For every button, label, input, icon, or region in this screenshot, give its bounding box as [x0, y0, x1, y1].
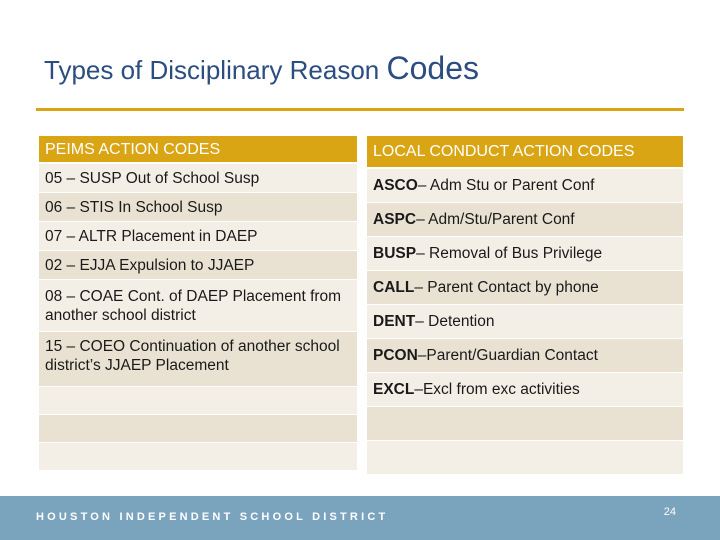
- action-code: EXCL: [373, 381, 415, 398]
- action-code: CALL: [373, 279, 415, 296]
- table-row: [367, 407, 683, 441]
- local-table-header: LOCAL CONDUCT ACTION CODES: [367, 136, 683, 169]
- table-row: [39, 387, 357, 415]
- table-row: [39, 443, 357, 471]
- title-main: Types of Disciplinary Reason: [44, 55, 387, 85]
- table-row: [367, 339, 683, 373]
- action-description: – Parent Contact by phone: [414, 279, 599, 296]
- table-row: 05 – SUSP Out of School Susp: [39, 164, 357, 193]
- page-number: 24: [663, 506, 676, 518]
- peims-table-header: PEIMS ACTION CODES: [39, 136, 357, 164]
- table-row: 06 – STIS In School Susp: [39, 193, 357, 222]
- table-row: [39, 415, 357, 443]
- table-row: [367, 203, 683, 237]
- table-row: [367, 271, 683, 305]
- action-code: PCON: [373, 347, 418, 364]
- footer-bar: [0, 496, 720, 540]
- table-row: 08 – COAE Cont. of DAEP Placement from another school district: [39, 280, 357, 332]
- action-description: – Removal of Bus Privilege: [416, 245, 603, 262]
- title-emphasis: Codes: [386, 50, 479, 86]
- page-title: [44, 50, 479, 87]
- action-code: ASCO: [373, 177, 418, 194]
- organization-name: HOUSTON INDEPENDENT SCHOOL DISTRICT: [36, 511, 389, 523]
- table-row: [367, 305, 683, 339]
- action-code: BUSP: [373, 245, 417, 262]
- action-description: – Detention: [415, 313, 495, 330]
- table-row: [367, 169, 683, 203]
- action-description: – Adm Stu or Parent Conf: [417, 177, 595, 194]
- action-code: ASPC: [373, 211, 417, 228]
- peims-action-codes-table: [39, 136, 357, 471]
- table-row: 02 – EJJA Expulsion to JJAEP: [39, 251, 357, 280]
- table-row: 07 – ALTR Placement in DAEP: [39, 222, 357, 251]
- table-row: 15 – COEO Continuation of another school district’s JJAEP Placement: [39, 332, 357, 387]
- table-row: [367, 373, 683, 407]
- action-code: DENT: [373, 313, 416, 330]
- action-description: – Adm/Stu/Parent Conf: [416, 211, 575, 228]
- local-conduct-action-codes-table: [367, 136, 683, 475]
- action-description: –Excl from exc activities: [414, 381, 580, 398]
- title-divider: [36, 108, 684, 111]
- table-row: [367, 237, 683, 271]
- table-row: [367, 441, 683, 475]
- action-description: –Parent/Guardian Contact: [417, 347, 598, 364]
